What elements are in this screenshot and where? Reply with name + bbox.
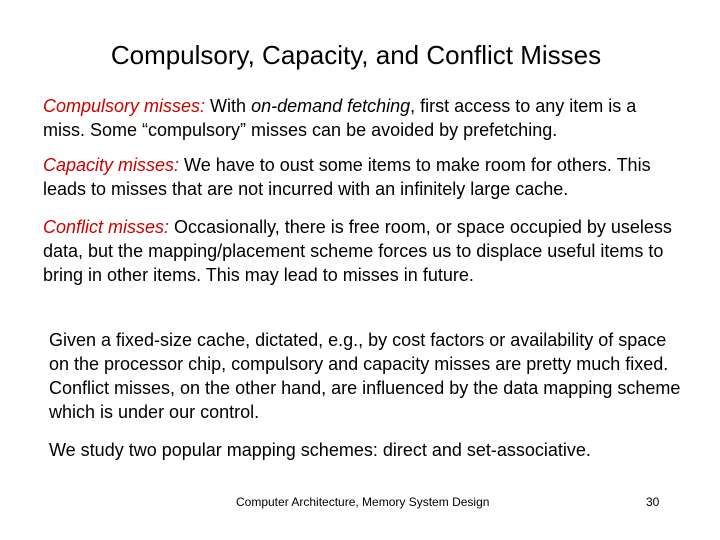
text: We have to oust some items to make room for others. This leads to misses that are not incurred with an infinitely large cache. <box>43 155 651 199</box>
text: , first access to any item is a miss. Some “compulsory” misses can be avoided by prefetching. <box>43 96 637 140</box>
term-compulsory: Compulsory misses: <box>43 96 206 116</box>
text: Occasionally, there is free room, or space occupied by useless data, but the mapping/placement scheme forces us to displace useful items to bring in other items. This may lead to misses in future. <box>43 217 672 285</box>
paragraph-schemes: We study two popular mapping schemes: direct and set-associative. <box>49 440 591 460</box>
slide-title: Compulsory, Capacity, and Conflict Misses <box>110 40 602 70</box>
paragraph-summary: Given a fixed-size cache, dictated, e.g., by cost factors or availability of space on the processor chip, compulsory and capacity misses are pretty much fixed. Conflict misses, on the other hand, are influenced by the data mapping scheme which is under our control. <box>49 330 681 422</box>
term-capacity: Capacity misses: <box>43 155 180 175</box>
text: With <box>205 96 252 116</box>
paragraph-conflict <box>43 215 683 287</box>
page-number: 30 <box>646 495 660 509</box>
emphasis: on-demand fetching <box>251 96 411 116</box>
paragraph-compulsory <box>43 94 683 142</box>
paragraph-capacity <box>43 153 683 201</box>
term-conflict: Conflict misses: <box>43 217 170 237</box>
footer: Computer Architecture, Memory System Design <box>236 495 490 509</box>
